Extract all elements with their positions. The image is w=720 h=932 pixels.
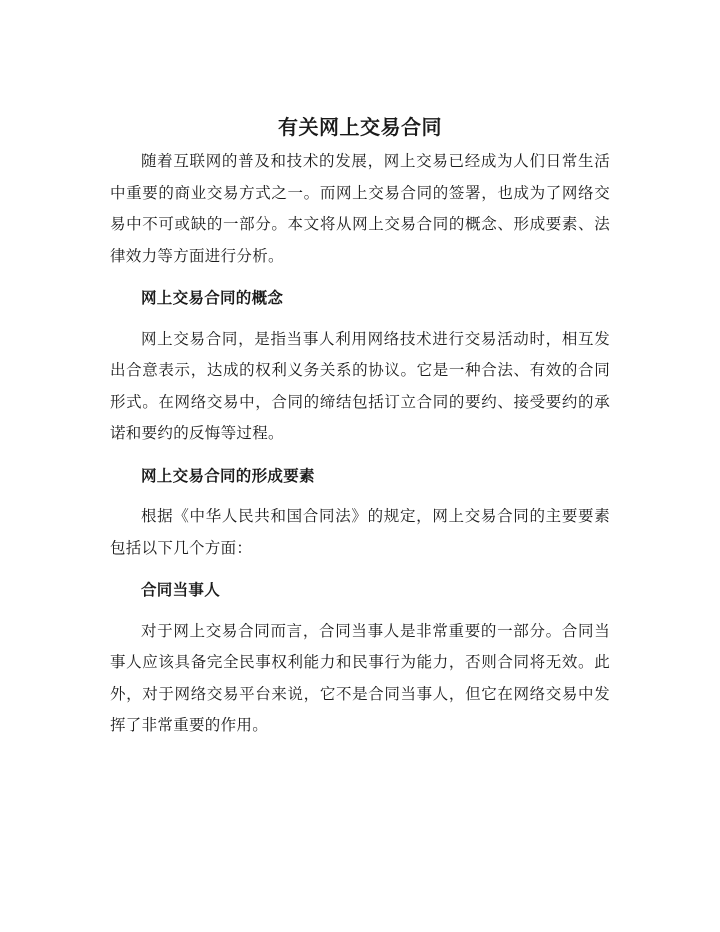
section-heading-elements: 网上交易合同的形成要素 <box>141 465 315 485</box>
section-heading-concept: 网上交易合同的概念 <box>141 288 284 307</box>
intro-paragraph: 随着互联网的普及和技术的发展，网上交易已经成为人们日常生活中重要的商业交易方式之一。而网上交易合同的签署，也成为了网络交易中不可或缺的一部分。本文将从网上交易合同的概念、形成要素、法律效力等方面进行分析。 <box>110 152 610 265</box>
section-body-parties: 对于网上交易合同而言，合同当事人是非常重要的一部分。合同当事人应该具备完全民事权利能力和民事行为能力，否则合同将无效。此外，对于网络交易平台来说，它不是合同当事人，但它在网络交易中发挥了非常重要的作用。 <box>110 621 610 734</box>
section-body-concept: 网上交易合同，是指当事人利用网络技术进行交易活动时，相互发出合意表示，达成的权利义务关系的协议。它是一种合法、有效的合同形式。在网络交易中，合同的缔结包括订立合同的要约、接受要约的承诺和要约的反悔等过程。 <box>110 329 610 442</box>
document-title: 有关网上交易合同 <box>278 115 442 139</box>
section-heading-parties: 合同当事人 <box>141 580 221 599</box>
document-page <box>110 112 610 742</box>
section-body-elements: 根据《中华人民共和国合同法》的规定，网上交易合同的主要要素包括以下几个方面： <box>110 507 610 557</box>
